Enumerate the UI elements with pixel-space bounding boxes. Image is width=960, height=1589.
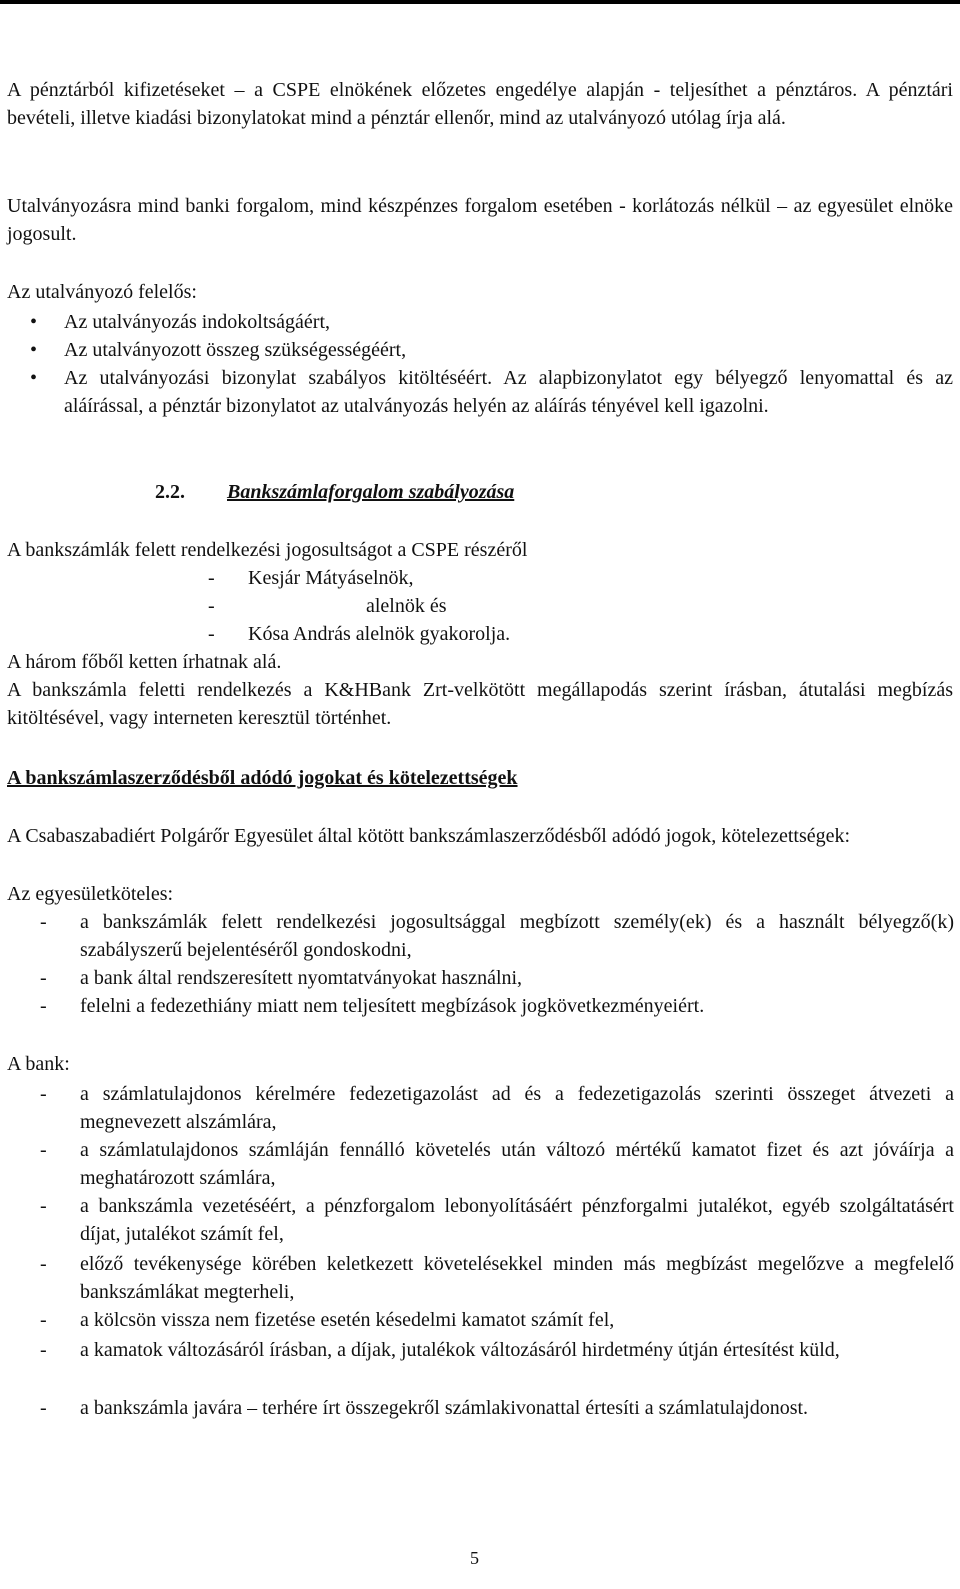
paragraph-authorization: Utalványozásra mind banki forgalom, mind készpénzes forgalom esetében - korlátozás nélkül – az egyesület elnöke jogosult. — [7, 195, 953, 245]
dash-icon: - — [40, 1397, 47, 1419]
bank-item: a kamatok változásáról írásban, a díjak, jutalékok változásáról hirdetmény útján értesítést küld, — [80, 1339, 840, 1361]
bank-item: a számlatulajdonos kérelmére fedezetigazolást ad és a fedezetigazolás szerinti összeget átvezeti a megnevezett alszámlára, — [80, 1083, 954, 1133]
dash-icon: - — [40, 1195, 47, 1217]
signatory-item: alelnök és — [366, 595, 447, 617]
top-border-line — [0, 0, 960, 4]
signing-rule: A három főből ketten írhatnak alá. — [7, 651, 282, 673]
dash-icon: - — [40, 1253, 47, 1275]
dash-icon: - — [208, 623, 215, 645]
bullet-icon: • — [30, 339, 38, 361]
bank-item: a bankszámla vezetéséért, a pénzforgalom lebonyolításáért pénzforgalmi jutalékot, egyéb szolgáltatásért díjat, jutalékot számít fel, — [80, 1195, 954, 1245]
dash-icon: - — [208, 567, 215, 589]
rights-heading: A bankszámlaszerződésből adódó jogokat és kötelezettségek — [7, 767, 518, 789]
responsibility-item: Az utalványozott összeg szükségességéért, — [64, 339, 407, 361]
signatory-item: Kesjár Mátyáselnök, — [248, 567, 414, 589]
section-title: Bankszámlaforgalom szabályozása — [227, 481, 515, 503]
bank-intro: A bankszámlák felett rendelkezési jogosultságot a CSPE részéről — [7, 539, 528, 561]
responsibility-item: Az utalványozási bizonylat szabályos kitöltéséért. Az alapbizonylatot egy bélyegző lenyomattal és az aláírással, a pénztár bizonylatot az utalványozás helyén az aláírás tényével kell igazolni. — [64, 367, 953, 417]
association-item: felelni a fedezethiány miatt nem teljesített megbízások jogkövetkezményeiért. — [80, 995, 705, 1017]
page-number: 5 — [470, 1548, 479, 1568]
bank-item: a számlatulajdonos számláján fennálló követelés után változó mértékű kamatot fizet és azt jóváírja a meghatározott számlára, — [80, 1139, 954, 1189]
section-number: 2.2. — [155, 481, 185, 503]
dash-icon: - — [40, 967, 47, 989]
dash-icon: - — [40, 1139, 47, 1161]
rights-intro: A Csabaszabadiért Polgárőr Egyesület által kötött bankszámlaszerződésből adódó jogok, kötelezettségek: — [7, 825, 851, 847]
dash-icon: - — [40, 995, 47, 1017]
dash-icon: - — [40, 1309, 47, 1331]
responsibility-item: Az utalványozás indokoltságáért, — [64, 311, 331, 333]
association-heading: Az egyesületköteles: — [7, 883, 174, 905]
bank-item: előző tevékenysége körében keletkezett követelésekkel minden más megbízást megelőzve a megfelelő bankszámlákat megterheli, — [80, 1253, 954, 1303]
responsibility-heading: Az utalványozó felelős: — [7, 281, 197, 303]
association-item: a bankszámlák felett rendelkezési jogosultsággal megbízott személy(ek) és a használt bélyegző(k) szabályszerű bejelentéséről gondoskodni, — [80, 911, 954, 961]
bank-item: a kölcsön vissza nem fizetése esetén késedelmi kamatot számít fel, — [80, 1309, 615, 1331]
bullet-icon: • — [30, 367, 38, 389]
dash-icon: - — [40, 911, 47, 933]
paragraph-cash-payments: A pénztárból kifizetéseket – a CSPE elnökének előzetes engedélye alapján - teljesíthet a pénztáros. A pénztári bevételi, illetve kiadási bizonylatokat mind a pénztár ellenőr, mind az utalványozó utólag írja alá. — [7, 79, 953, 129]
bank-item: a bankszámla javára – terhére írt összegekről számlakivonattal értesíti a számlatulajdonost. — [80, 1397, 809, 1419]
signatory-item: Kósa András alelnök gyakorolja. — [248, 623, 511, 645]
bank-disposal-paragraph: A bankszámla feletti rendelkezés a K&HBank Zrt-velkötött megállapodás szerint írásban, átutalási megbízás kitöltésével, vagy interneten keresztül történhet. — [7, 679, 953, 729]
bullet-icon: • — [30, 311, 38, 333]
association-item: a bank által rendszeresített nyomtatványokat használni, — [80, 967, 523, 989]
dash-icon: - — [40, 1339, 47, 1361]
bank-heading: A bank: — [7, 1053, 70, 1075]
dash-icon: - — [40, 1083, 47, 1105]
dash-icon: - — [208, 595, 215, 617]
